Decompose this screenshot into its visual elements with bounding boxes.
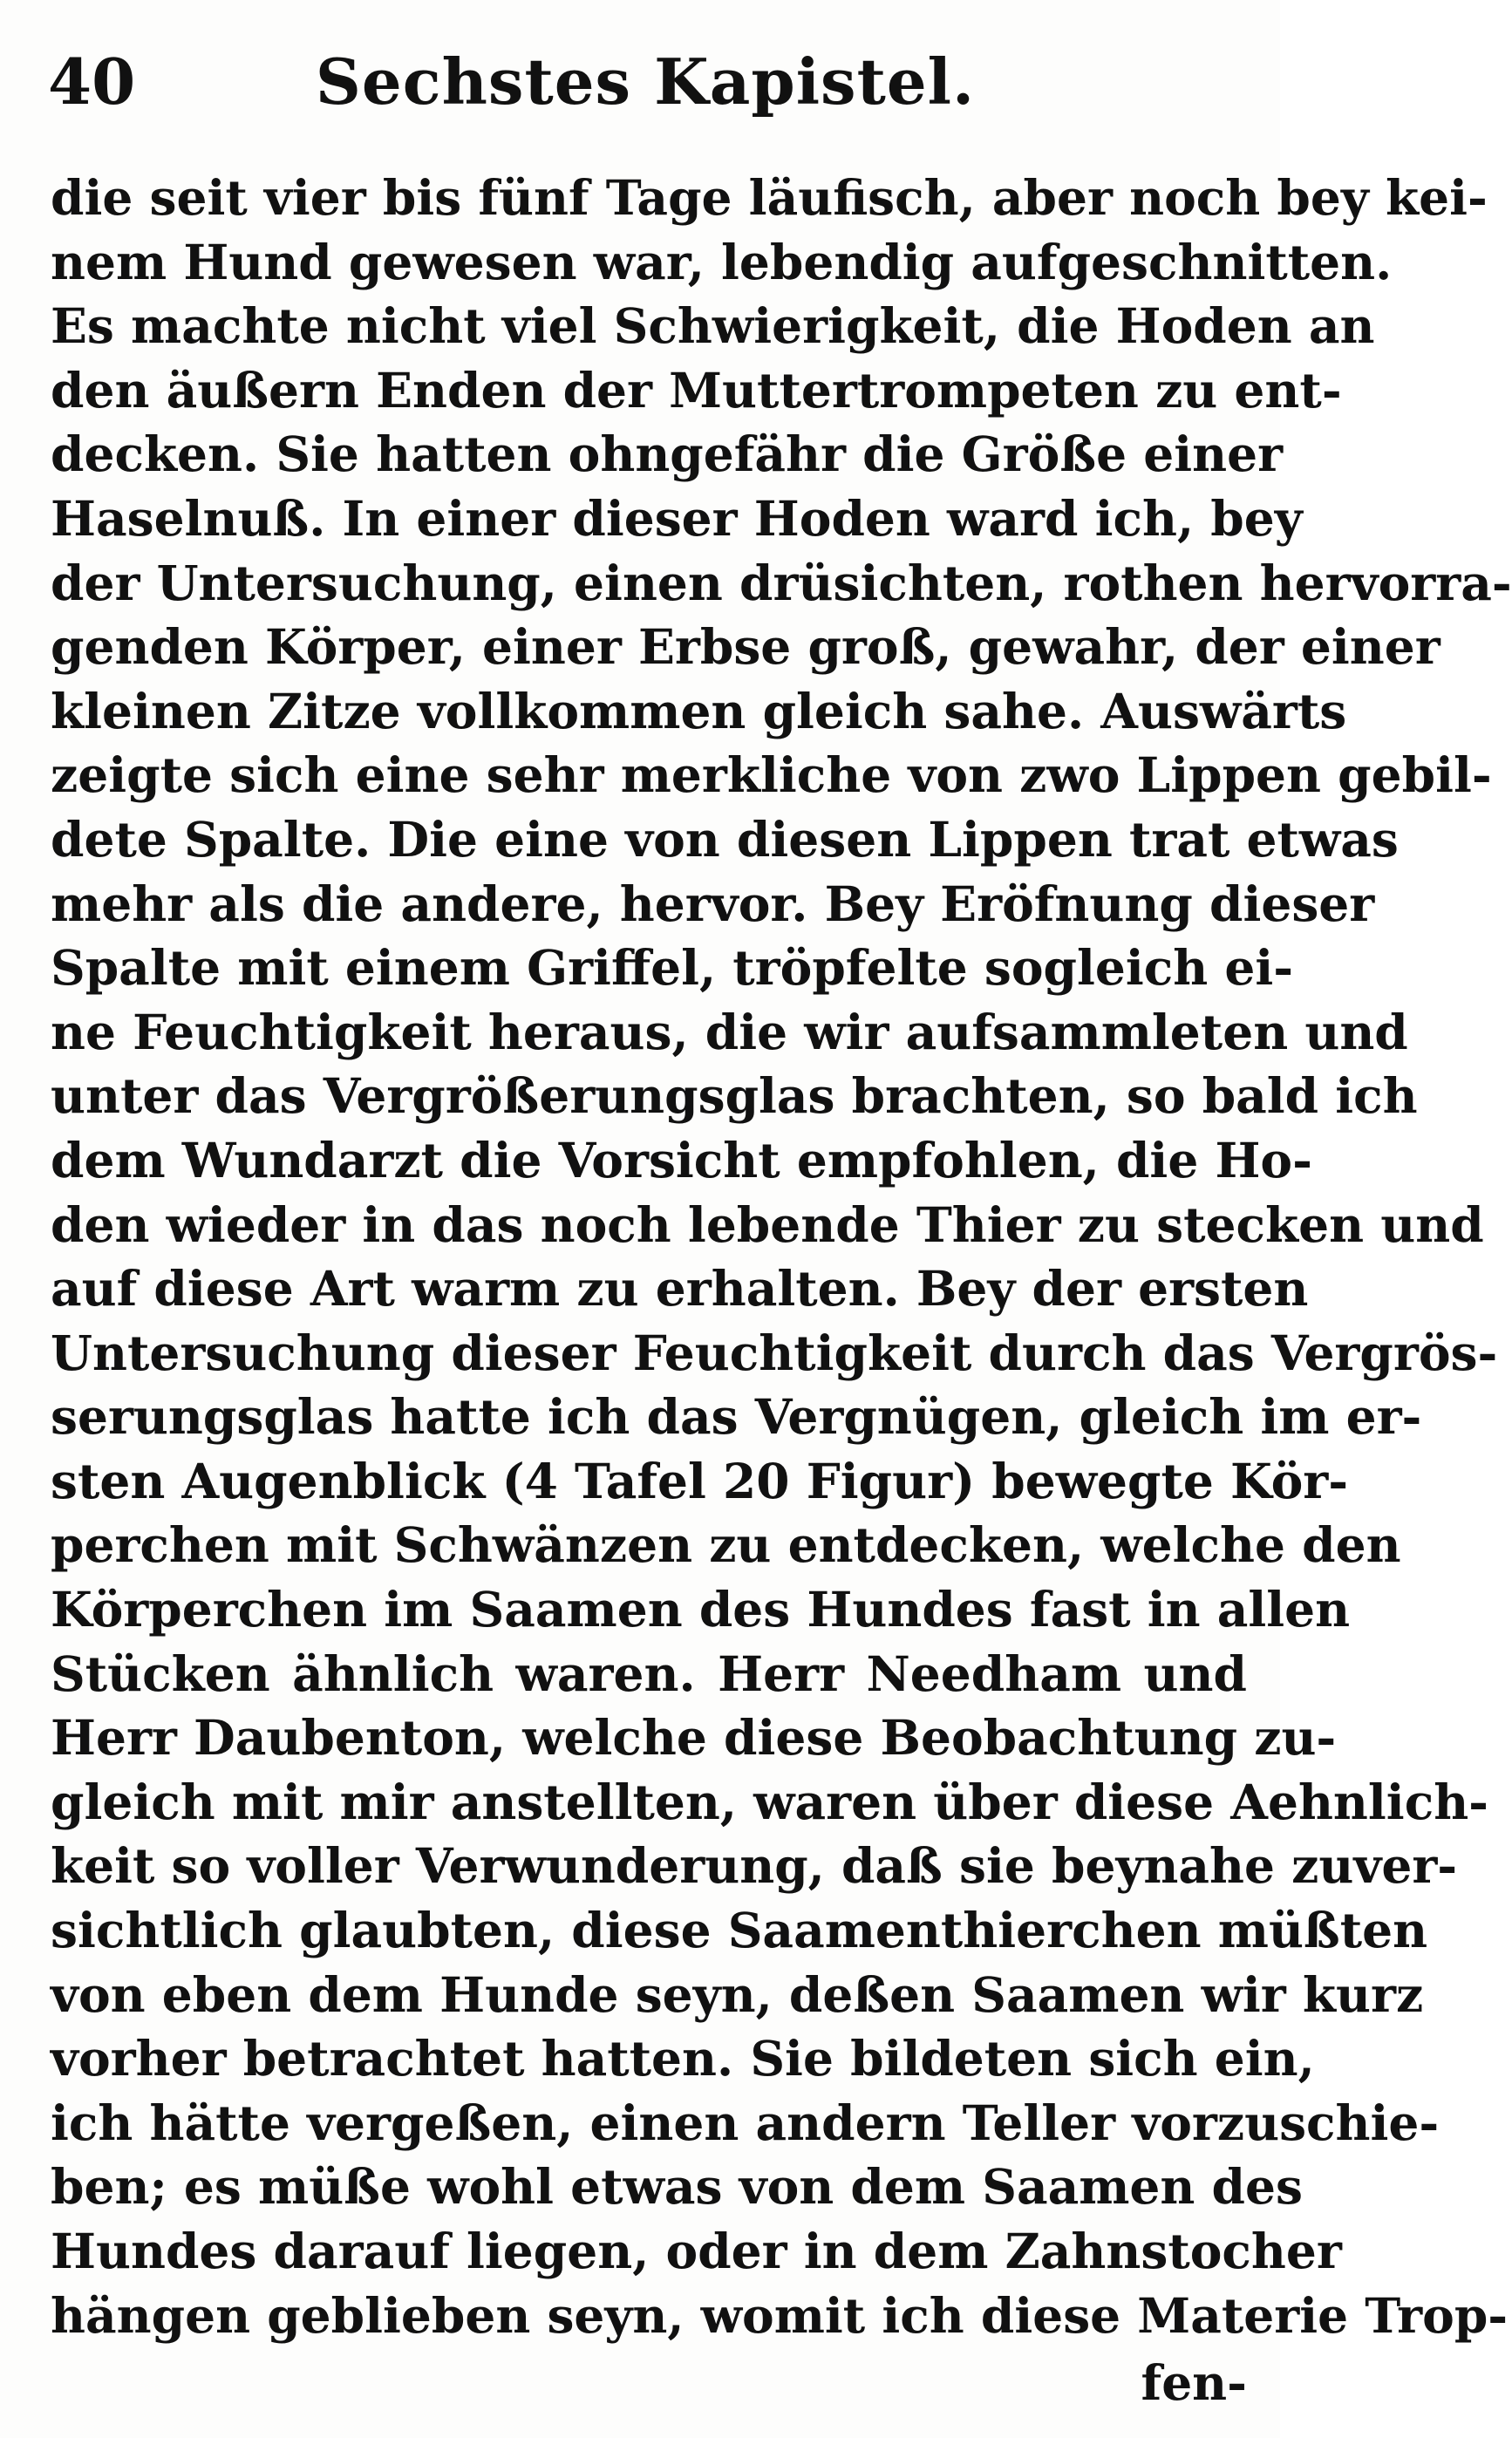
text-line: der Untersuchung, einen drüsichten, rothen hervorra- xyxy=(51,554,1512,611)
text-line: Herr Daubenton, welche diese Beobachtung zu- xyxy=(51,1709,1337,1767)
body-text xyxy=(51,166,1512,2415)
text-line: zeigte sich eine sehr merkliche von zwo Lippen gebil- xyxy=(51,746,1492,804)
text-line: keit so voller Verwunderung, daß sie beynahe zuver- xyxy=(51,1837,1458,1895)
page-header xyxy=(48,35,1243,131)
text-line: Stücken ähnlich waren. Herr Needham und xyxy=(51,1645,1247,1702)
catchword: fen- xyxy=(1141,2354,1247,2412)
text-line: Hundes darauf liegen, oder in dem Zahnstocher xyxy=(51,2223,1342,2279)
text-line: nem Hund gewesen war, lebendig aufgeschnitten. xyxy=(51,233,1393,290)
text-line: vorher betrachtet hatten. Sie bildeten sich ein, xyxy=(51,2030,1315,2087)
text-line: sten Augenblick (4 Tafel 20 Figur) bewegte Kör- xyxy=(51,1452,1349,1509)
text-line: decken. Sie hatten ohngefähr die Größe einer xyxy=(51,426,1284,483)
text-line: Untersuchung dieser Feuchtigkeit durch das Vergrös- xyxy=(51,1324,1498,1381)
text-line: Haselnuß. In einer dieser Hoden ward ich, bey xyxy=(51,489,1303,547)
text-line: unter das Vergrößerungsglas brachten, so bald ich xyxy=(51,1067,1418,1125)
text-line: Es machte nicht viel Schwierigkeit, die Hoden an xyxy=(51,297,1375,355)
text-line: gleich mit mir anstellten, waren über diese Aehnlich- xyxy=(51,1773,1489,1830)
text-line: dete Spalte. Die eine von diesen Lippen trat etwas xyxy=(51,810,1399,868)
running-head: Sechstes Kapistel. xyxy=(315,44,976,119)
text-line: mehr als die andere, hervor. Bey Eröfnung dieser xyxy=(51,875,1375,932)
text-line: ich hätte vergeßen, einen andern Teller vorzuschie- xyxy=(51,2094,1440,2151)
text-line: den äußern Enden der Muttertrompeten zu ent- xyxy=(51,361,1342,419)
text-line: den wieder in das noch lebende Thier zu stecken und xyxy=(51,1195,1484,1253)
text-line: perchen mit Schwänzen zu entdecken, welche den xyxy=(51,1516,1401,1574)
text-line: serungsglas hatte ich das Vergnügen, gleich im er- xyxy=(51,1388,1422,1446)
text-line: ben; es müße wohl etwas von dem Saamen des xyxy=(51,2158,1303,2216)
text-line: hängen geblieben seyn, womit ich diese Materie Trop- xyxy=(51,2286,1509,2344)
text-line: auf diese Art warm zu erhalten. Bey der ersten xyxy=(51,1260,1309,1318)
text-line: dem Wundarzt die Vorsicht empfohlen, die Ho- xyxy=(51,1131,1312,1188)
text-line: sichtlich glaubten, diese Saamenthierchen müßten xyxy=(51,1902,1428,1959)
text-line: Körperchen im Saamen des Hundes fast in allen xyxy=(51,1581,1351,1638)
text-line: von eben dem Hunde seyn, deßen Saamen wir kurz xyxy=(51,1965,1424,2023)
text-line: genden Körper, einer Erbse groß, gewahr, der einer xyxy=(51,618,1440,676)
text-line: die seit vier bis fünf Tage läufisch, aber noch bey kei- xyxy=(51,169,1488,226)
text-line: ne Feuchtigkeit heraus, die wir aufsammleten und xyxy=(51,1003,1408,1060)
text-line: Spalte mit einem Griffel, tröpfelte sogleich ei- xyxy=(51,939,1294,997)
page-number: 40 xyxy=(48,44,136,119)
text-line: kleinen Zitze vollkommen gleich sahe. Auswärts xyxy=(51,682,1347,739)
